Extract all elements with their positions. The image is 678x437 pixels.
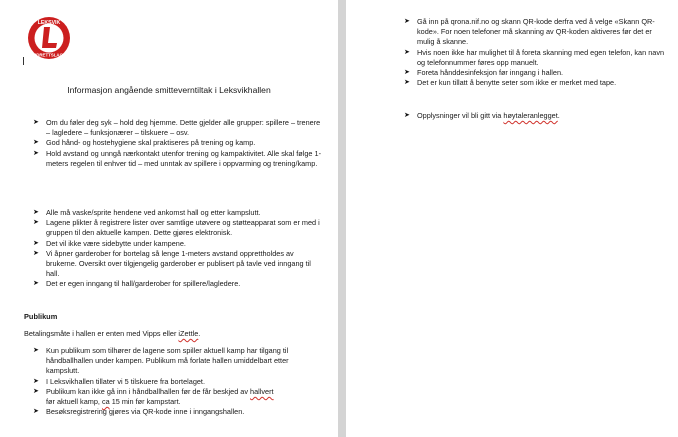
public-rules-list	[33, 346, 323, 417]
arrow-bullet-icon: ➤	[33, 139, 39, 147]
payment-info: Betalingsmåte i hallen er enten med Vipps eller iZettle.	[24, 329, 201, 338]
list-item: ➤ Hold avstand og unngå nærkontakt utenfor trening og kampaktivitet. Alle skal følge 1-meters regelen til enhver tid – med unntak av spillere i oppvarming og trening/kamp.	[33, 148, 322, 168]
list-item: ➤ Gå inn på qrona.nif.no og skann QR-kode derfra ved å velge «Skann QR-kode». For noen telefoner må skanning av QR-koden aktiveres før det er mulig å skanne.	[404, 17, 655, 47]
list-item: ➤ Om du føler deg syk – hold deg hjemme. Dette gjelder alle grupper: spillere – trenere – lagledere – funksjonærer – tilskuere – osv.	[33, 118, 321, 138]
list-item: ➤ Lagene plikter å registrere lister over samtlige utøvere og støtteapparat som er med i gruppen til den aktuelle kampen. Dette gjøres elektronisk.	[33, 218, 320, 238]
arrow-bullet-icon: ➤	[33, 209, 39, 216]
arrow-bullet-icon: ➤	[404, 18, 410, 25]
spelling-flagged-word: iZettle	[178, 329, 199, 338]
list-item: ➤ Besøksregistrering gjøres via QR-kode inne i inngangshallen.	[33, 407, 245, 417]
list-item: ➤ Hvis noen ikke har mulighet til å foreta skanning med egen telefon, kan navn og telefonnummer føres opp manuelt.	[404, 47, 665, 67]
logo-text-top: LEKSVIK	[37, 20, 61, 27]
arrow-bullet-icon: ➤	[404, 69, 410, 77]
arrow-bullet-icon: ➤	[33, 377, 39, 385]
list-item: ➤ Foreta hånddesinfeksjon før inngang i hallen.	[404, 68, 564, 78]
page-gutter	[338, 0, 346, 437]
list-item: ➤ I Leksvikhallen tillater vi 5 tilskuere fra bortelaget.	[33, 376, 205, 386]
list-item: ➤ Det er kun tillatt å benytte seter som ikke er merket med tape.	[404, 78, 617, 88]
spelling-flagged-word: hallvert	[250, 386, 274, 396]
arrow-bullet-icon: ➤	[33, 219, 39, 227]
list-item: ➤ God hånd- og hostehygiene skal praktiseres på trening og kamp.	[33, 138, 256, 148]
list-item: ➤ Vi åpner garderober for bortelag så lenge 1-meters avstand opprettholdes av brukerne. Oversikt over tilgjengelig garderober er publisert på tavle ved inngang til hall.	[33, 248, 311, 279]
text-cursor	[23, 57, 24, 65]
announcement-list	[404, 111, 666, 121]
list-item: ➤ Det er egen inngang til hall/garderober for spillere/lagledere.	[33, 279, 241, 289]
registration-steps-list	[404, 17, 666, 88]
arrow-bullet-icon: ➤	[33, 347, 39, 354]
arrow-bullet-icon: ➤	[33, 239, 39, 247]
list-item: ➤ Publikum kan ikke gå inn i håndballhallen før de får beskjed av hallvert før aktuell kamp, ca 15 min før kampstart.	[33, 386, 274, 407]
arrow-bullet-icon: ➤	[33, 119, 39, 126]
general-rules-list	[33, 118, 323, 169]
spelling-flagged-word: ca	[101, 397, 110, 407]
arrow-bullet-icon: ➤	[33, 280, 39, 288]
arrow-bullet-icon: ➤	[404, 48, 410, 56]
arrow-bullet-icon: ➤	[33, 249, 39, 257]
logo-text-bottom: IDRETTSLAG	[34, 52, 64, 58]
list-item: ➤ Det vil ikke være sidebytte under kampene.	[33, 238, 186, 248]
list-item: ➤ Opplysninger vil bli gitt via høytaleranlegget.	[404, 111, 560, 120]
arrow-bullet-icon: ➤	[33, 149, 39, 157]
section-heading-public: Publikum	[24, 312, 58, 321]
arrow-bullet-icon: ➤	[33, 387, 39, 395]
list-item: ➤ Alle må vaske/sprite hendene ved ankomst hall og etter kampslutt.	[33, 208, 261, 217]
spelling-flagged-word: høytaleranlegget	[503, 111, 558, 120]
document-title: Informasjon angående smitteverntiltak i Leksvikhallen	[67, 85, 271, 95]
arrow-bullet-icon: ➤	[404, 112, 410, 119]
team-rules-list	[33, 208, 323, 290]
arrow-bullet-icon: ➤	[33, 408, 39, 416]
document-page-1	[0, 0, 338, 437]
list-item: ➤ Kun publikum som tilhører de lagene som spiller aktuell kamp har tilgang til håndballhallen under kampen. Publikum må forlate hallen umiddelbart etter kampslutt.	[33, 346, 289, 376]
arrow-bullet-icon: ➤	[404, 79, 410, 87]
club-logo	[27, 16, 71, 60]
